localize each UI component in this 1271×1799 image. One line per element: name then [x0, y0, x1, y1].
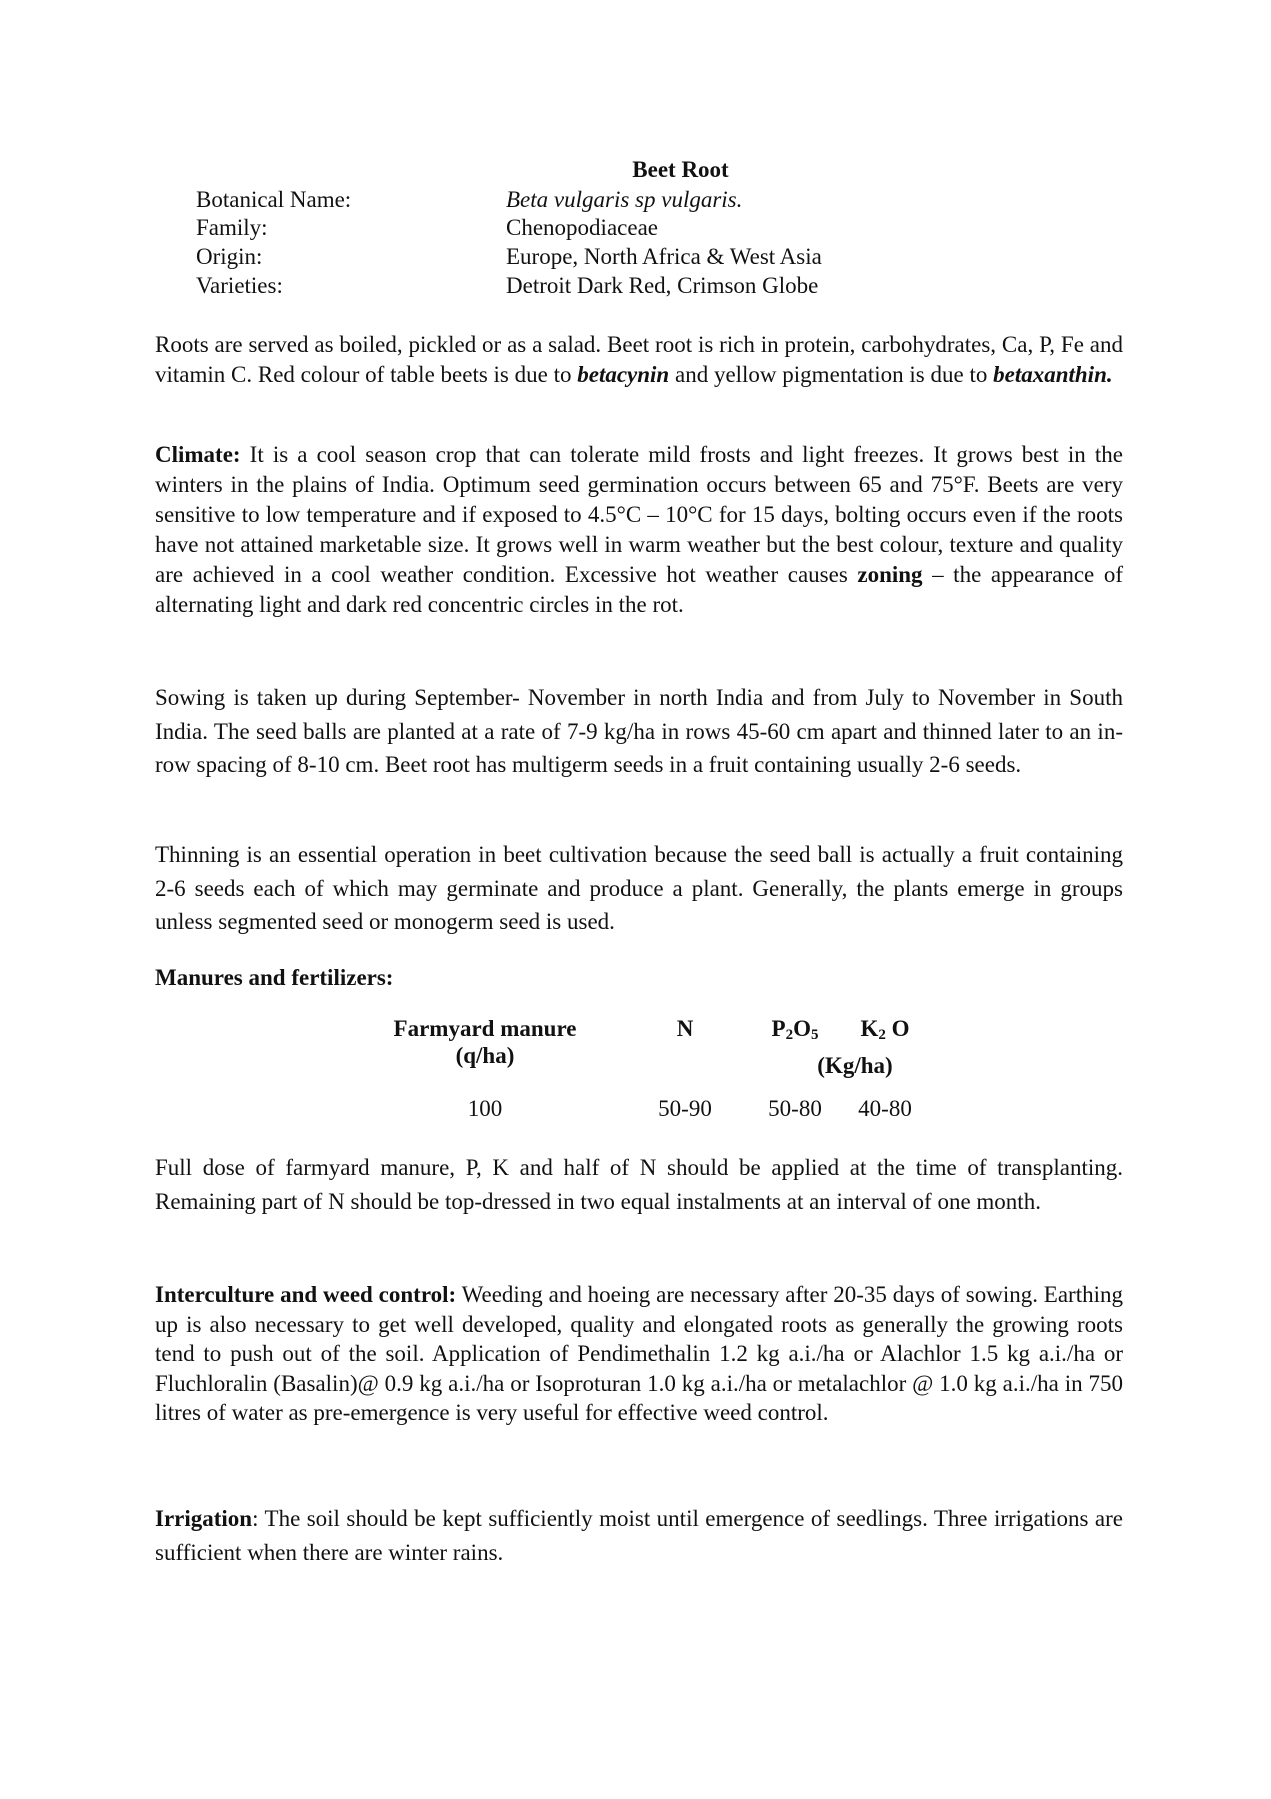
term-zoning: zoning	[857, 562, 923, 587]
interculture-text: Weeding and hoeing are necessary after 20-35 days of sowing. Earthing up is also necessary to get well developed, quality and elongated roots as generally the growing roots tend to push out of the soil. Application of Pendimethalin 1.2 kg a.i./ha or Alachlor 1.5 kg a.i./ha or Fluchloralin (Basalin)@ 0.9 kg a.i./ha or Isoproturan 1.0 kg a.i./ha or metalachlor @ 1.0 kg a.i./ha in 750 litres of water as pre-emergence is very useful for effective weed control.	[155, 1282, 1123, 1425]
fym-header: Farmyard manure	[393, 1016, 577, 1041]
meta-value: Europe, North Africa & West Asia	[506, 244, 822, 269]
intro-text: and yellow pigmentation is due to	[669, 361, 994, 387]
k2o-header	[835, 1016, 935, 1042]
intro-text: Roots are served as boiled, pickled or as a salad. Beet root is rich in protein, carbohydrates, Ca, P, Fe and vitamin C. Red colour of table beets is due to	[155, 332, 1123, 387]
p-value: 50-80	[768, 1096, 822, 1121]
manure-note-paragraph: Full dose of farmyard manure, P, K and half of N should be applied at the time of transplanting. Remaining part of N should be top-dressed in two equal instalments at an interval of one month.	[155, 1155, 1123, 1214]
term-betacynin: betacynin	[577, 361, 670, 387]
fym-unit: (q/ha)	[455, 1043, 515, 1068]
k-symbol: K	[860, 1016, 879, 1041]
o-subscript: 5	[810, 1027, 819, 1043]
meta-label: Varieties:	[196, 273, 283, 298]
p2o5-header	[745, 1016, 845, 1042]
o-symbol: O	[793, 1016, 811, 1041]
meta-value: Chenopodiaceae	[506, 215, 658, 240]
manures-heading: Manures and fertilizers:	[155, 965, 394, 990]
meta-value: Detroit Dark Red, Crimson Globe	[506, 273, 819, 298]
p-subscript: 2	[785, 1027, 794, 1043]
term-betaxanthin: betaxanthin.	[993, 361, 1113, 387]
k-value: 40-80	[858, 1096, 912, 1121]
climate-heading: Climate:	[155, 442, 241, 467]
climate-text: – the appearance of alternating light and dark red concentric circles in the rot.	[155, 562, 1123, 617]
meta-label: Family:	[196, 215, 268, 240]
npk-unit: (Kg/ha)	[817, 1053, 893, 1078]
meta-label: Origin:	[196, 244, 263, 269]
k-subscript: 2	[878, 1027, 886, 1043]
thinning-paragraph: Thinning is an essential operation in beet cultivation because the seed ball is actually a fruit containing 2-6 seeds each of which may germinate and produce a plant. Generally, the plants emerge in groups unless segmented seed or monogerm seed is used.	[155, 842, 1123, 934]
n-value: 50-90	[658, 1096, 712, 1121]
irrigation-paragraph	[155, 1502, 1123, 1569]
page-title: Beet Root	[632, 157, 729, 182]
p-symbol: P	[771, 1016, 786, 1041]
interculture-heading: Interculture and weed control:	[155, 1282, 457, 1307]
o-symbol: O	[885, 1016, 910, 1041]
irrigation-text: : The soil should be kept sufficiently moist until emergence of seedlings. Three irrigations are sufficient when there are winter rains.	[155, 1506, 1123, 1565]
irrigation-heading: Irrigation	[155, 1506, 253, 1531]
sowing-paragraph: Sowing is taken up during September- November in north India and from July to November in South India. The seed balls are planted at a rate of 7-9 kg/ha in rows 45-60 cm apart and thinned later to an in-row spacing of 8-10 cm. Beet root has multigerm seeds in a fruit containing usually 2-6 seeds.	[155, 685, 1123, 777]
n-header: N	[676, 1016, 694, 1041]
climate-text: It is a cool season crop that can tolerate mild frosts and light freezes. It grows best in the winters in the plains of India. Optimum seed germination occurs between 65 and 75°F. Beets are very sensitive to low temperature and if exposed to 4.5°C – 10°C for 15 days, bolting occurs even if the roots have not attained marketable size. It grows well in warm weather but the best colour, texture and quality are achieved in a cool weather condition. Excessive hot weather causes	[155, 442, 1123, 587]
climate-paragraph	[155, 440, 1123, 620]
meta-label: Botanical Name:	[196, 187, 352, 212]
meta-value: Beta vulgaris sp vulgaris.	[506, 187, 743, 212]
fym-value: 100	[467, 1096, 503, 1121]
interculture-paragraph	[155, 1280, 1123, 1428]
intro-paragraph	[155, 330, 1123, 389]
